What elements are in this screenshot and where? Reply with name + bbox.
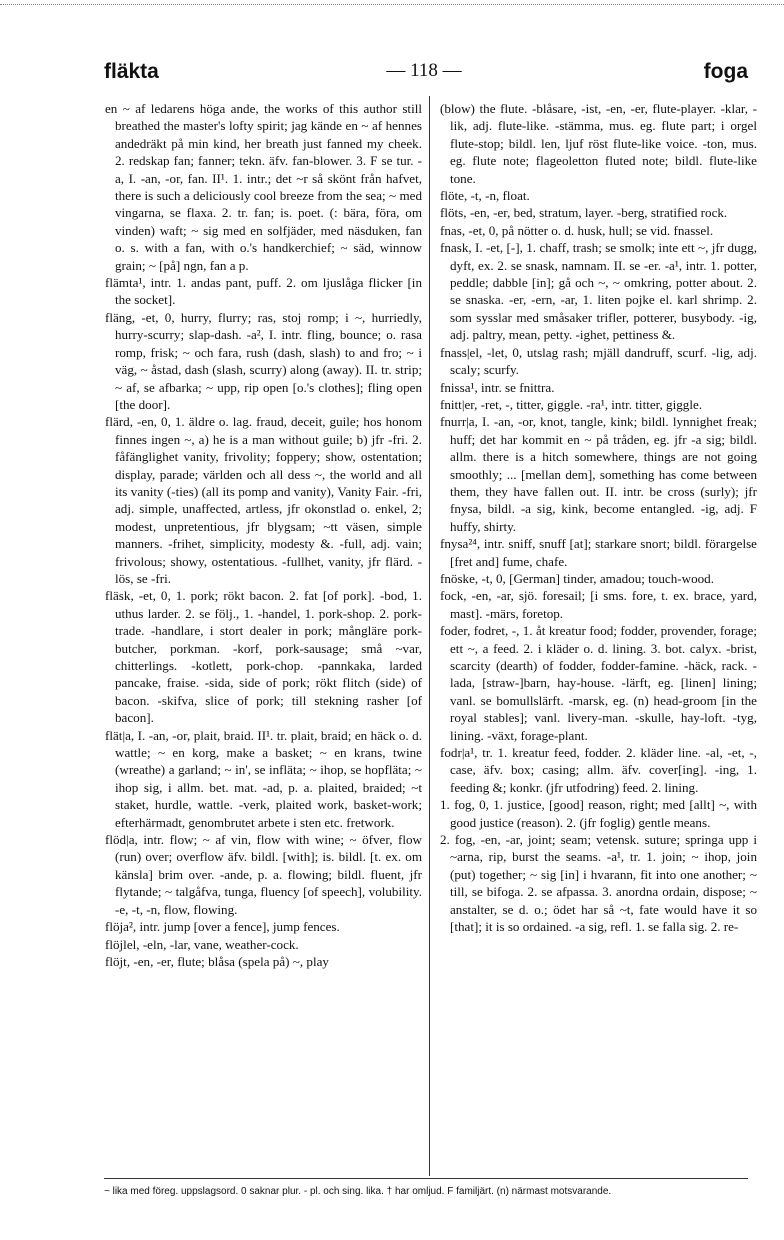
dictionary-entry: flärd, -en, 0, 1. äldre o. lag. fraud, deceit, guile; hos honom finnes ingen ~, a) he is a man without guile; b) jfr -fri. 2. fåfänglighet vanity, frivolity; foppery; show, ostentation; display, parade; världen och all dess ~, the world and all its vanity (-ties) (all its pomp and vanity), Vanity Fair. -fri, adj. simple, unaffected, artless, jfr okonstlad o. enkel, 2; modest, unpretentious, jfr blygsam; ~tt väsen, simple manners. -frihet, simplicity, modesty &. -full, adj. vain; frivolous; showy, ostentatious. -fullhet, vanity, jfr flärd. -lös, se -fri. [105,414,422,586]
dictionary-entry: fnass|el, -let, 0, utslag rash; mjäll dandruff, scurf. -lig, adj. scaly; scurfy. [440,344,757,378]
dictionary-entry: fnitt|er, -ret, -, titter, giggle. -ra¹, intr. titter, giggle. [440,396,703,412]
dictionary-entry: 1. fog, 0, 1. justice, [good] reason, right; med [allt] ~, with good justice (reason). 2. (jfr foglig) gentle means. [440,797,757,830]
column-divider [429,96,430,1176]
dictionary-entry: flöts, -en, -er, bed, stratum, layer. -berg, stratified rock. [440,205,728,221]
footer-divider [104,1178,748,1179]
dictionary-entry: en ~ af ledarens höga ande, the works of this author still breathed the master's lofty spirit; jag kände en ~ af hennes andedräkt på min kind, her breath just fanned my cheek. 2. redskap fan; fanner; tekn. äfv. fan-blower. 3. F se tur. -a, I. -an, -or, fan. II¹. 1. intr.; det ~r så skönt från hafvet, there is such a deliciously cool breeze from the sea; ~ med vingarna, se flaxa. 2. tr. fan; is. poet. (: bära, föra, om vinden) waft; ~ sig med en solfjäder, med näsduken, fan o. s. with a fan, with o.'s handkerchief; ~ säd, winnow grain; ~ [på] ngn, fan a p. [105,101,422,273]
scan-top-border [0,4,784,5]
right-column [440,100,757,1168]
dictionary-entry: fläng, -et, 0, hurry, flurry; ras, stoj romp; i ~, hurriedly, hurry-scurry; slap-dash. -a², I. intr. fling, bounce; o. rasa romp, frisk; ~ och fara, rush (dash, slash) to and fro; ~ i väg, ~ åstad, dash (slash, scurry) along (away). II. tr. strip; ~ af, se afbarka; ~ upp, rip open [o.'s clothes]; fling open [the door]. [105,309,422,412]
abbreviation-legend: ~ lika med föreg. uppslagsord. 0 saknar plur. - pl. och sing. lika. † har omljud. F familjärt. (n) närmast motsvarande. [104,1186,612,1197]
dictionary-entry: (blow) the flute. -blåsare, -ist, -en, -er, flute-player. -klar, -lik, adj. flute-like. -stämma, mus. eg. flute part; i orgel flute-stop; bildl. len, ljuf röst flute-like voice. -ton, mus. eg. flute note; flageoletton fluted note; bildl. flute-like tone. [440,101,757,186]
dictionary-entry: flämta¹, intr. 1. andas pant, puff. 2. om ljuslåga flicker [in the socket]. [105,275,422,308]
dictionary-entry: fläsk, -et, 0, 1. pork; rökt bacon. 2. fat [of pork]. -bod, 1. uthus larder. 2. se följ., 1. -handel, 1. pork-shop. 2. pork-trade. -handlare, i stort dealer in pork; mångläre pork-butcher, porkman. -korf, pork-sausage; små ~var, chitterlings. -kotlett, pork-chop. -pannkaka, larded pancake, fraise. -sida, side of pork; rökt flitch (side) of bacon. -skifva, slice of pork; till stekning rasher [of bacon]. [105,588,422,726]
dictionary-entry: flöd|a, intr. flow; ~ af vin, flow with wine; ~ öfver, flow (run) over; overflow äfv. bildl. [with]; is. bildl. [t. ex. om känsla] brim over. -ande, p. a. flowing; bildl. fluent, jfr flytande; ~ talgåfva, tunga, fluency [of speech], volubility. -e, -t, -n, flow, flowing. [105,832,422,917]
header-first-headword: fläkta [104,60,159,83]
dictionary-entry: fnysa²⁴, intr. sniff, snuff [at]; starkare snort; bildl. förargelse [fret and] fume, chafe. [440,536,757,569]
page-header [104,60,748,90]
dictionary-entry: flöjlel, -eln, -lar, vane, weather-cock. [105,936,299,952]
dictionary-entry: fnurr|a, I. -an, -or, knot, tangle, kink; bildl. lynnighet freak; huff; det har kommit en ~ på tråden, eg. jfr -a sig; bildl. allm. there is a hitch somewhere, things are not going smoothly; ... [mellan dem], something has come between them, they have fallen out. II. intr. be cross (surly); jfr fnysa, bildl. -a sig, kink, become entangled. -ig, adj. F huffy, shirty. [440,414,757,534]
dictionary-entry: fnissa¹, intr. se fnittra. [440,379,555,395]
dictionary-entry: flöte, -t, -n, float. [440,188,530,204]
dictionary-entry: flöja², intr. jump [over a fence], jump fences. [105,919,340,935]
left-column [105,100,422,1168]
page-number: — 118 — [386,60,462,81]
dictionary-entry: foder, fodret, -, 1. åt kreatur food; fodder, provender, forage; ett ~, a feed. 2. i kläder o. d. lining. 3. bot. calyx. -brist, scarcity (dearth) of fodder, fodder-famine. -häck, rack. -lada, [straw-]barn, hay-house. -lärft, eg. [linen] lining; vanl. se bomullslärft. -marsk, eg. (n) head-groom [in the royal stables]; vanl. livery-man. -skulle, hay-loft. -tyg, lining. -växt, forage-plant. [440,623,757,743]
dictionary-entry: fnask, I. -et, [-], 1. chaff, trash; se smolk; inte ett ~, jfr dugg, dyft, ex. 2. se snask, namnam. II. se -er. -a¹, intr. 1. potter, peddle; dabble [in]; gå och ~, ~ omkring, potter about. 2. se snaska. -er, -ern, -ar, 1. liten pojke el. karl shrimp. 2. som sysslar med småsaker trifler, potterer, busybody. -ig, adj. paltry, mean, petty. -ighet, pettiness &. [440,240,757,343]
dictionary-entry: flät|a, I. -an, -or, plait, braid. II¹. tr. plait, braid; en häck o. d. wattle; ~ en korg, make a basket; ~ en krans, twine (wreathe) a garland; ~ in', se infläta; ~ ihop, se hopfläta; ~ ihop sig, i allm. bet. mat. -ad, p. a. plaited, braided; ~t staket, hurdle, wattle. -verk, plaited work, basket-work; efterhärmadt, genombrutet arbete i sten etc. fretwork. [105,727,422,830]
dictionary-entry: fnas, -et, 0, på nötter o. d. husk, hull; se vid. fnassel. [440,222,714,238]
dictionary-entry: fock, -en, -ar, sjö. foresail; [i sms. fore, t. ex. brace, yard, mast]. -märs, foretop. [440,588,757,621]
dictionary-entry: flöjt, -en, -er, flute; blåsa (spela på) ~, play [105,953,329,969]
dictionary-entry: 2. fog, -en, -ar, joint; seam; vetensk. suture; springa upp i ~arna, rip, burst the seams. -a¹, tr. 1. join; ~ ihop, join (put) together; ~ sig [in] i hvarann, fit into one another; ~ till, se bifoga. 2. se afpassa. 3. anordna ordain, dispose; ~ anstalter, se d. o.; ödet har så ~t, fate would have it so [that]; it is so ordained. -a sig, refl. 1. se falla sig. 2. re- [440,832,757,935]
dictionary-entry: fnöske, -t, 0, [German] tinder, amadou; touch-wood. [440,570,715,586]
header-last-headword: foga [703,60,748,83]
dictionary-entry: fodr|a¹, tr. 1. kreatur feed, fodder. 2. kläder line. -al, -et, -, case, äfv. box; casing; allm. äfv. cover[ing]. -ing, 1. feeding &; konkr. (jfr utfodring) feed. 2. lining. [440,745,757,795]
